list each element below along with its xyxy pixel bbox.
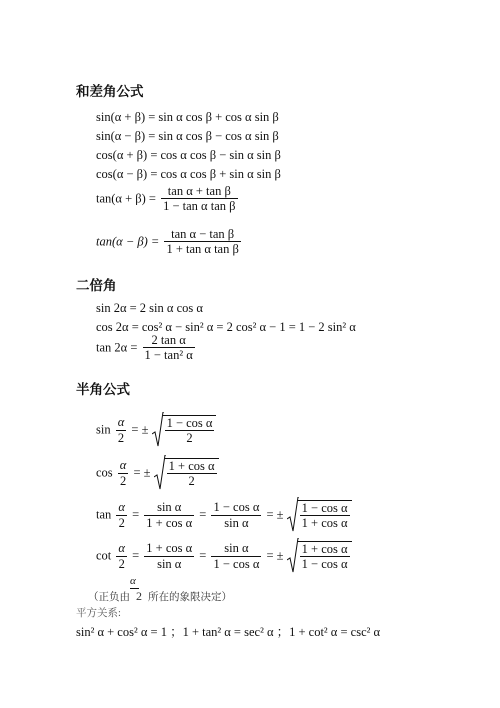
tan-diff-fraction [164, 227, 240, 257]
sin-half-sqrt [152, 412, 217, 448]
note-line [88, 589, 232, 604]
tan-double-fraction [143, 333, 195, 363]
tan-half-f1-num: sin α [157, 500, 182, 515]
tan-sum-denominator: 1 − tan α tan β [163, 199, 236, 214]
cot-half-rad-num: 1 + cos α [301, 541, 348, 556]
formula-tan-half [96, 497, 352, 533]
square-title: 平方关系: [76, 608, 121, 619]
cot-half-f1-den: sin α [144, 556, 194, 571]
cos-half-eq: = ± [133, 465, 151, 480]
cos-half-arg-den: 2 [118, 473, 129, 488]
formula-tan-double [96, 333, 197, 363]
cos-half-rad-num: 1 + cos α [168, 458, 215, 473]
cot-half-f2-den: 1 − cos α [213, 556, 260, 571]
cot-half-f1-num: 1 + cos α [146, 541, 193, 556]
sin-half-arg-num: α [117, 415, 125, 430]
cot-half-eq3: = ± [266, 548, 284, 563]
sin-half-fn: sin [96, 422, 111, 437]
tan-half-frac1 [144, 500, 194, 530]
section-title-half: 半角公式 [76, 382, 130, 398]
cot-half-sqrt [287, 538, 352, 574]
tan-half-fn: tan [96, 507, 112, 522]
tan-half-eq3: = ± [266, 507, 284, 522]
formula-cos-diff: cos(α − β) = cos α cos β + sin α sin β [96, 167, 281, 181]
cot-half-arg-num: α [118, 541, 125, 556]
tan-half-f2-num: 1 − cos α [213, 500, 260, 515]
tan-sum-numerator: tan α + tan β [167, 184, 231, 198]
sin-half-rad-den: 2 [165, 430, 215, 445]
cos-half-rad-den: 2 [167, 473, 217, 488]
formula-tan-diff [96, 227, 243, 257]
sin-half-rad-num: 1 − cos α [166, 415, 213, 430]
formula-sin-sum: sin(α + β) = sin α cos β + cos α sin β [96, 110, 279, 124]
tan-sum-fraction [161, 184, 237, 214]
cos-half-fn: cos [96, 465, 113, 480]
tan-half-arg [116, 500, 127, 530]
tan-half-f2-den: sin α [211, 515, 261, 530]
sin-half-arg [116, 415, 127, 445]
tan-diff-lhs: tan(α − β) = [96, 234, 160, 249]
cos-half-arg [118, 458, 129, 488]
formula-square-relations: sin² α + cos² α = 1 ；1 + tan² α = sec² α ；1 + cot² α = csc² α [76, 625, 381, 639]
note-prefix: （正负由 [88, 592, 130, 603]
tan-diff-denominator: 1 + tan α tan β [166, 242, 239, 257]
section-title-sum-diff: 和差角公式 [76, 84, 144, 100]
note-suffix: 所在的象限决定） [148, 592, 232, 603]
cot-half-f2-num: sin α [224, 541, 249, 556]
tan-half-sqrt [287, 497, 352, 533]
cos-half-sqrt [154, 455, 219, 491]
formula-cos-sum: cos(α + β) = cos α cos β − sin α sin β [96, 148, 281, 162]
tan-half-arg-num: α [118, 500, 125, 515]
cot-half-fn: cot [96, 548, 112, 563]
formula-sin-half [96, 412, 216, 448]
tan-double-numerator: 2 tan α [151, 333, 186, 347]
tan-half-eq1: = [132, 507, 140, 522]
cot-half-rad-den: 1 − cos α [301, 557, 348, 571]
note-alpha: α [130, 575, 136, 587]
tan-double-lhs: tan 2α = [96, 340, 138, 355]
formula-tan-sum [96, 184, 240, 214]
cot-half-arg-den: 2 [116, 556, 127, 571]
sin-half-eq: = ± [131, 422, 149, 437]
cot-half-eq1: = [132, 548, 140, 563]
note-two: 2 [136, 589, 142, 603]
tan-half-arg-den: 2 [116, 515, 127, 530]
cos-half-arg-num: α [119, 458, 127, 473]
tan-half-frac2 [211, 500, 261, 530]
formula-sin-double: sin 2α = 2 sin α cos α [96, 301, 203, 315]
tan-double-denominator: 1 − tan² α [144, 348, 193, 363]
formula-sin-diff: sin(α − β) = sin α cos β − cos α sin β [96, 129, 279, 143]
cot-half-frac1 [144, 541, 194, 571]
tan-diff-numerator: tan α − tan β [171, 227, 235, 241]
tan-half-f1-den: 1 + cos α [146, 515, 193, 530]
tan-half-rad-den: 1 + cos α [301, 516, 348, 530]
sin-half-arg-den: 2 [116, 430, 127, 445]
cot-half-eq2: = [199, 548, 207, 563]
formula-cos-double: cos 2α = cos² α − sin² α = 2 cos² α − 1 = 1 − 2 sin² α [96, 320, 356, 334]
tan-half-eq2: = [199, 507, 207, 522]
cot-half-frac2 [211, 541, 261, 571]
cot-half-arg [116, 541, 127, 571]
tan-sum-lhs: tan(α + β) = [96, 191, 156, 206]
formula-cos-half [96, 455, 219, 491]
formula-cot-half [96, 538, 352, 574]
tan-half-rad-num: 1 − cos α [301, 500, 348, 515]
section-title-double: 二倍角 [76, 278, 117, 294]
